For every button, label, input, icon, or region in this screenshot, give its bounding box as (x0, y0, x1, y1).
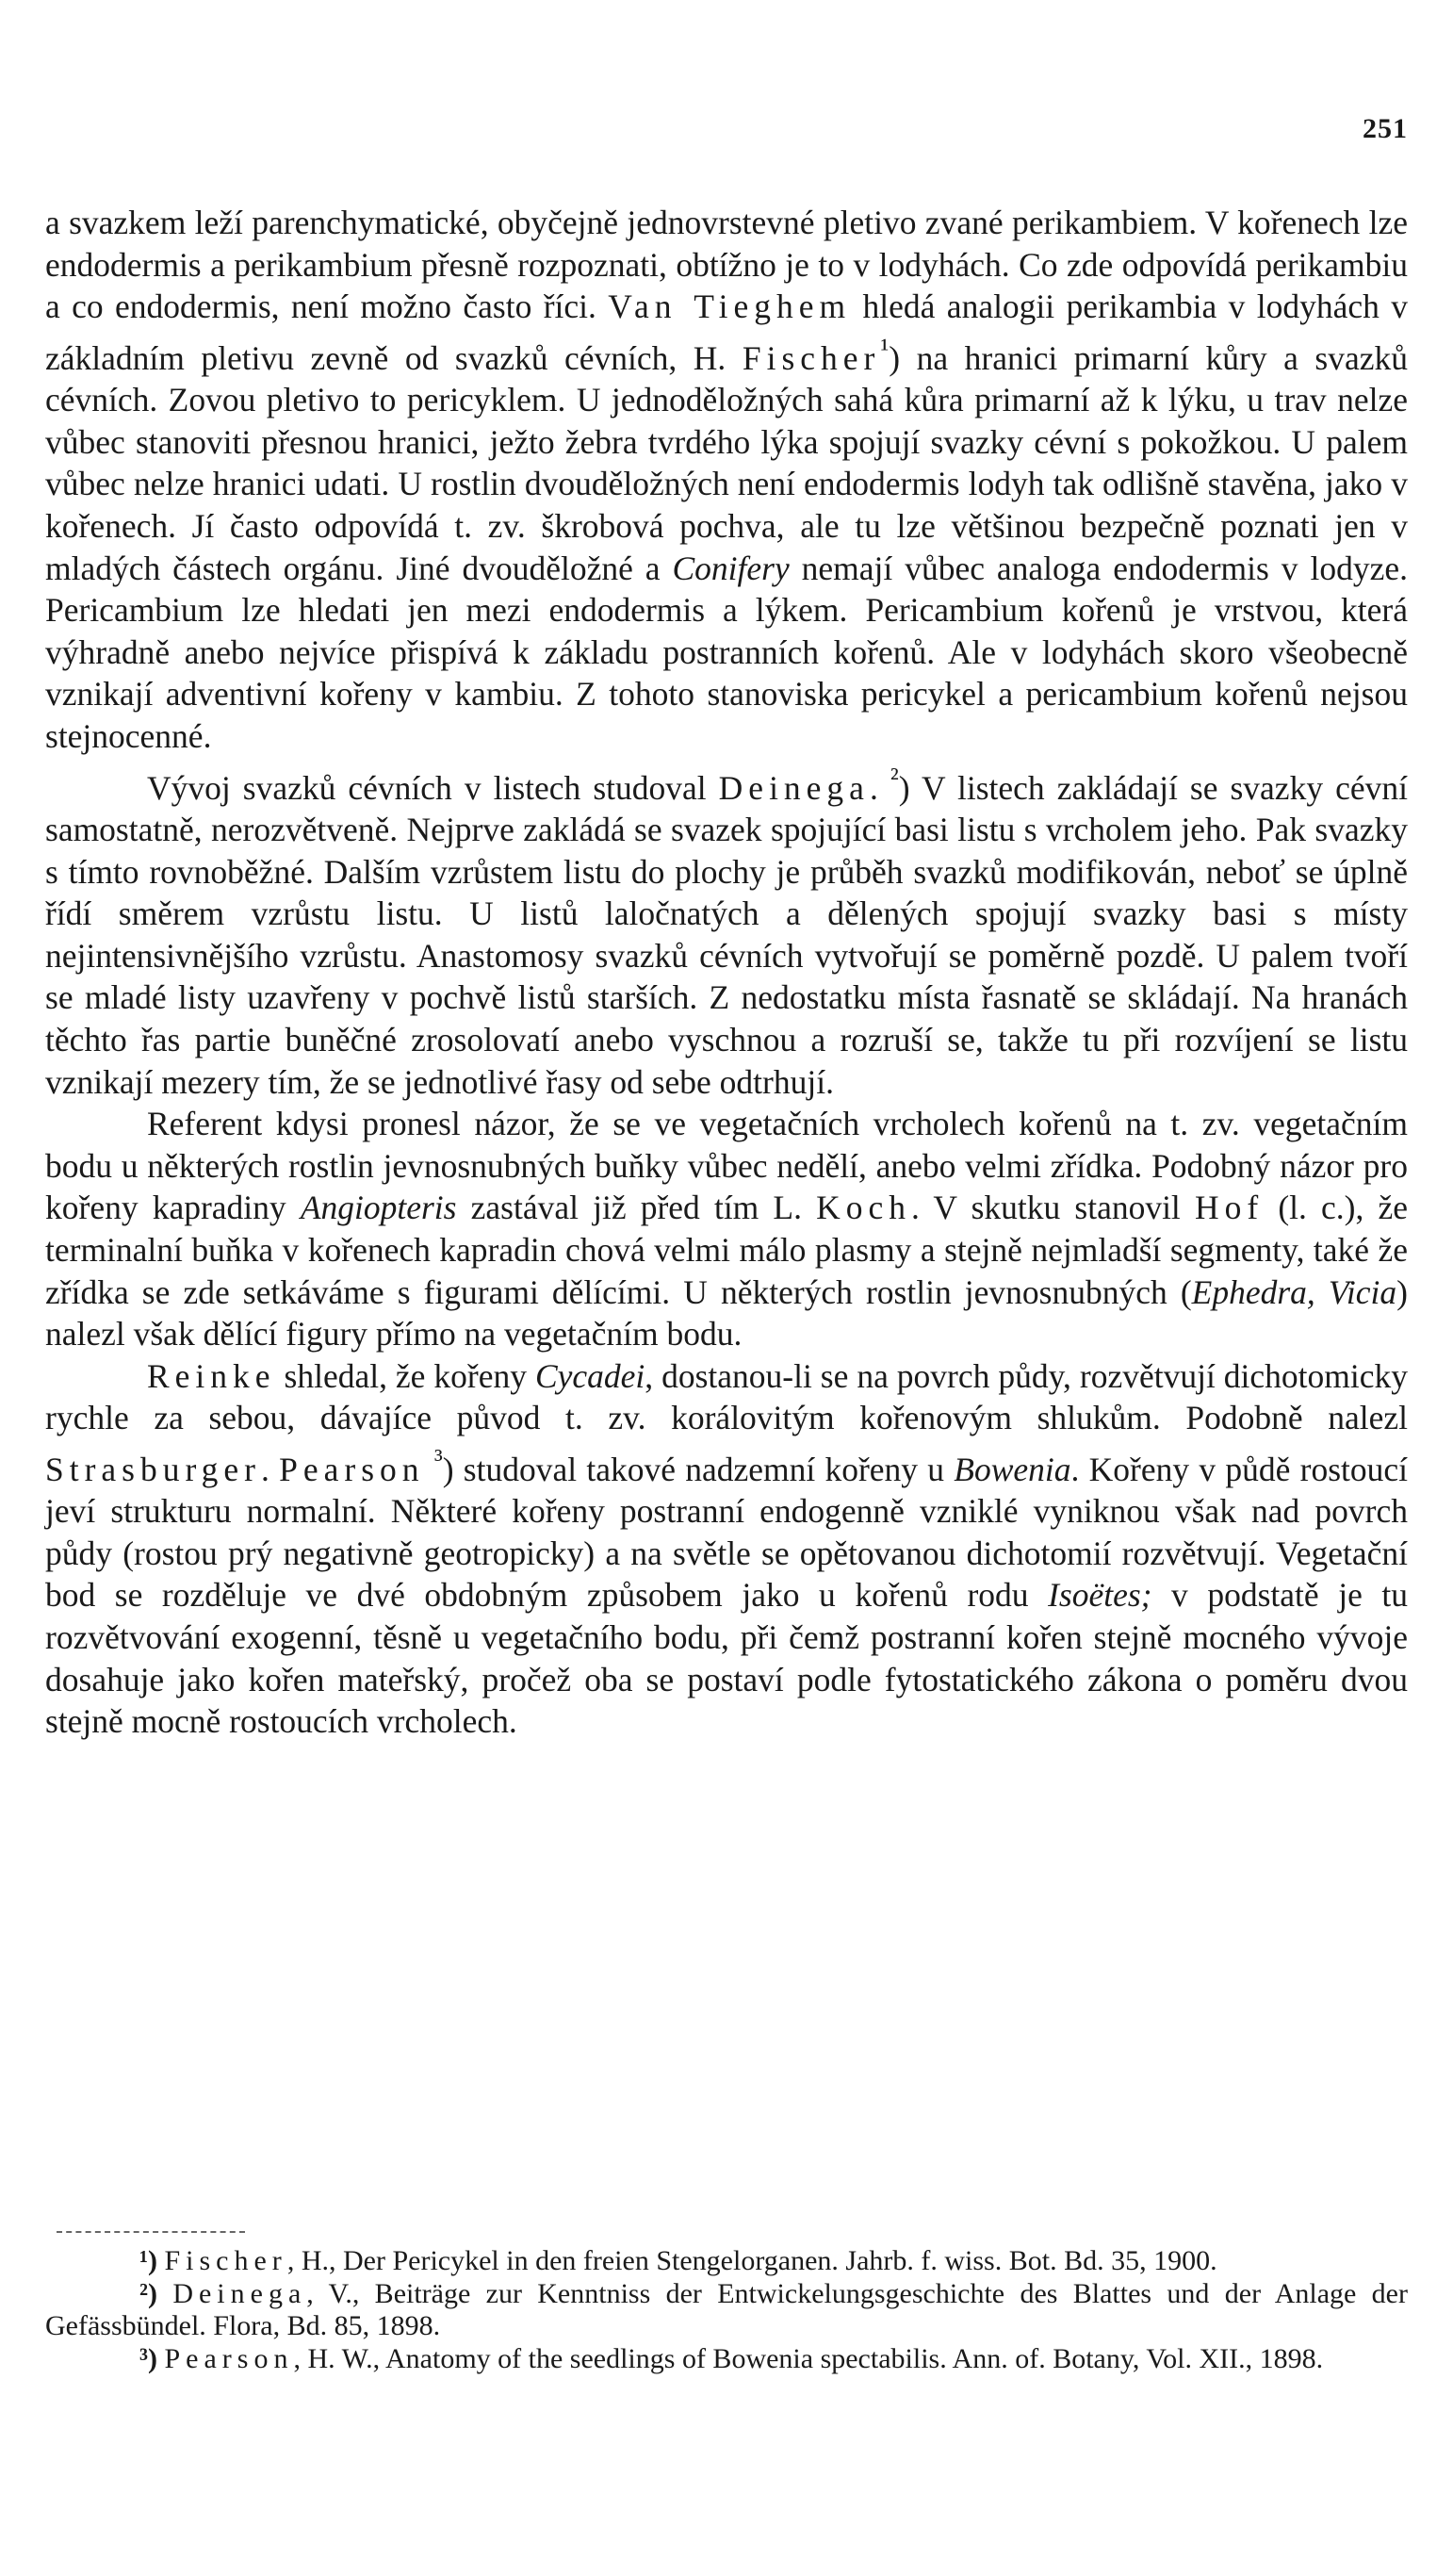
text-segment: ) studoval takové nadzemní kořeny u (442, 1450, 955, 1488)
text-segment: ) na hranici primarní kůry a svazků cévních. Zovou pletivo to pericyklem. U jednoděložných sahá kůra primarní až k lýku, u trav nelze vůbec stanoviti přesnou hranici, ježto žebra tvrdého lýka spojují svazky cévní s pokožkou. U palem vůbec nelze hranici udati. U rostlin dvouděložných není endodermis lodyh tak odlišně stavěna, jako v kořenech. Jí často odpovídá t. zv. škrobová pochva, ale tu lze většinou bezpečně poznati jen v mladých částech orgánu. Jiné dvouděložné a (45, 338, 1408, 587)
author-name: Fischer (742, 338, 881, 377)
text-segment: v podstatě je tu rozvětvování exogenní, těsně u vegetačního bodu, při čemž postranní kořen stejně mocného vývoje dosahuje jako kořen mateřský, pročež oba se postaví podle fytostatického zákona o poměru dvou stejně mocně rostoucích vrcholech. (45, 1576, 1408, 1741)
taxon-name: Angiopteris (300, 1189, 457, 1227)
taxon-name: Cycadei (534, 1356, 645, 1395)
footnote-ref: ² (890, 763, 899, 794)
footnote-text: , V., Beiträge zur Kenntniss der Entwickelungsgeschichte des Blattes und der Anlage der Gefässbündel. Flora, Bd. 85, 1898. (45, 2277, 1408, 2342)
footnote-author: Pearson (164, 2342, 294, 2374)
text-segment: ) nalezl však dělící figury přímo na vegetačním bodu. (45, 1272, 1408, 1354)
author-name: Reinke (147, 1356, 276, 1395)
author-name: Strasburger (45, 1450, 262, 1488)
text-segment: a svazkem leží parenchymatické, obyčejně jednovrstevné pletivo zvané perikambiem. V kořenech lze endodermis a perikambium přesně rozpoznati, obtížno je to v lodyhách. Co zde odpovídá perikambiu a co endodermis, není možno často říci. (45, 204, 1408, 326)
footnotes (45, 2245, 1408, 2375)
footnote-3 (45, 2343, 1408, 2376)
text-segment: hledá analogii perikambia v lodyhách v základním pletivu zevně od svazků cévních, H. (45, 287, 1408, 377)
paragraph-1 (45, 202, 1408, 758)
footnote-mark: ¹) (139, 2245, 157, 2276)
text-segment: ) V listech zakládají se svazky cévní samostatně, nerozvětveně. Nejprve zakládá se svazek spojující basi listu s vrcholem jeho. Pak svazky s tímto rovnoběžné. Dalším vzrůstem listu do plochy je průběh svazků modifikován, neboť se úplně řídí směrem vzrůstu listu. U listů laločnatých a dělených spojují svazky basi s místy nejintensivnějšího vzrůstu. Anastomosy svazků cévních vytvořují se poměrně pozdě. U palem tvoří se mladé listy uzavřeny v pochvě listů starších. Z nedostatku místa řasnatě se skládají. Na hranách těchto řas partie buněčné zrosolovatí anebo vyschnou a rozruší se, takže tu při rozvíjení se listu vznikají mezery tím, že se jednotlivé řasy od sebe odtrhují. (45, 768, 1408, 1101)
footnote-ref: ³ (433, 1444, 443, 1475)
paragraph-3 (45, 1103, 1408, 1355)
text-segment: , dostanou-li se na povrch půdy, rozvětvují dichotomicky rychle za sebou, dávajíce původ t. zv. korálovitým kořenovým shlukům. Podobně nalezl (45, 1356, 1408, 1437)
footnote-2 (45, 2278, 1408, 2343)
text-segment: . (869, 768, 890, 807)
author-name: Van Tieghem (608, 287, 852, 326)
text-segment: . V skutku stanovil (911, 1189, 1195, 1227)
author-name: Deinega (718, 768, 870, 807)
text-segment: . Kořeny v půdě rostoucí jeví strukturu normalní. Některé kořeny postranní endogenně vzniklé vyniknou však nad povrch půdy (rostou prý negativně geotropicky) a na světle se opětovanou dichotomií rozvětvují. Vegetační bod se rozděluje ve dvé obdobným způsobem jako u kořenů rodu (45, 1450, 1409, 1615)
taxon-name: Conifery (672, 549, 790, 587)
footnote-mark: ²) (139, 2277, 157, 2309)
author-name: Koch (816, 1189, 912, 1227)
footnote-divider (57, 2231, 245, 2233)
body-text (45, 202, 1408, 1743)
text-segment: Vývoj svazků cévních v listech studoval (147, 768, 719, 807)
taxon-name: Ephedra, Vicia (1191, 1272, 1397, 1311)
footnote-ref: ¹ (880, 333, 890, 364)
text-segment: shledal, že kořeny (275, 1356, 535, 1395)
footnote-text: , H., Der Pericykel in den freien Stengelorganen. Jahrb. f. wiss. Bot. Bd. 35, 1900. (286, 2245, 1217, 2276)
footnote-author: Deinega (172, 2277, 307, 2309)
taxon-name: Bowenia (954, 1450, 1071, 1488)
taxon-name: Isoëtes; (1048, 1576, 1152, 1615)
author-name: Pearson (279, 1450, 425, 1488)
footnote-1 (45, 2245, 1408, 2278)
text-segment: (l. c.), že terminalní buňka v kořenech kapradin chová velmi málo plasmy a stejně nejmladší segmenty, také že zřídka se zde setkáváme s figurami dělícími. U některých rostlin jevnosnubných ( (45, 1189, 1409, 1311)
text-segment: zastával již před tím L. (456, 1189, 817, 1227)
page-number: 251 (1363, 113, 1408, 144)
paragraph-4 (45, 1355, 1408, 1743)
text-segment: Referent kdysi pronesl názor, že se ve vegetačních vrcholech kořenů na t. zv. vegetačním bodu u některých rostlin jevnosnubných buňky vůbec nedělí, anebo velmi zřídka. Podobný názor pro kořeny kapradiny (45, 1105, 1408, 1227)
paragraph-2 (45, 758, 1408, 1104)
footnote-text: , H. W., Anatomy of the seedlings of Bowenia spectabilis. Ann. of. Botany, Vol. XII., 1898. (293, 2342, 1324, 2374)
author-name: Hof (1194, 1189, 1265, 1227)
text-segment: . (261, 1450, 280, 1488)
footnote-author: Fischer (164, 2245, 287, 2276)
text-segment (425, 1451, 434, 1488)
text-segment: nemají vůbec analoga endodermis v lodyze. Pericambium lze hledati jen mezi endodermis a lýkem. Pericambium kořenů je vrstvou, která výhradně anebo nejvíce přispívá k základu postranních kořenů. Ale v lodyhách skoro všeobecně vznikají adventivní kořeny v kambiu. Z tohoto stanoviska pericykel a pericambium kořenů nejsou stejnocenné. (45, 549, 1408, 755)
footnote-mark: ³) (139, 2342, 157, 2374)
